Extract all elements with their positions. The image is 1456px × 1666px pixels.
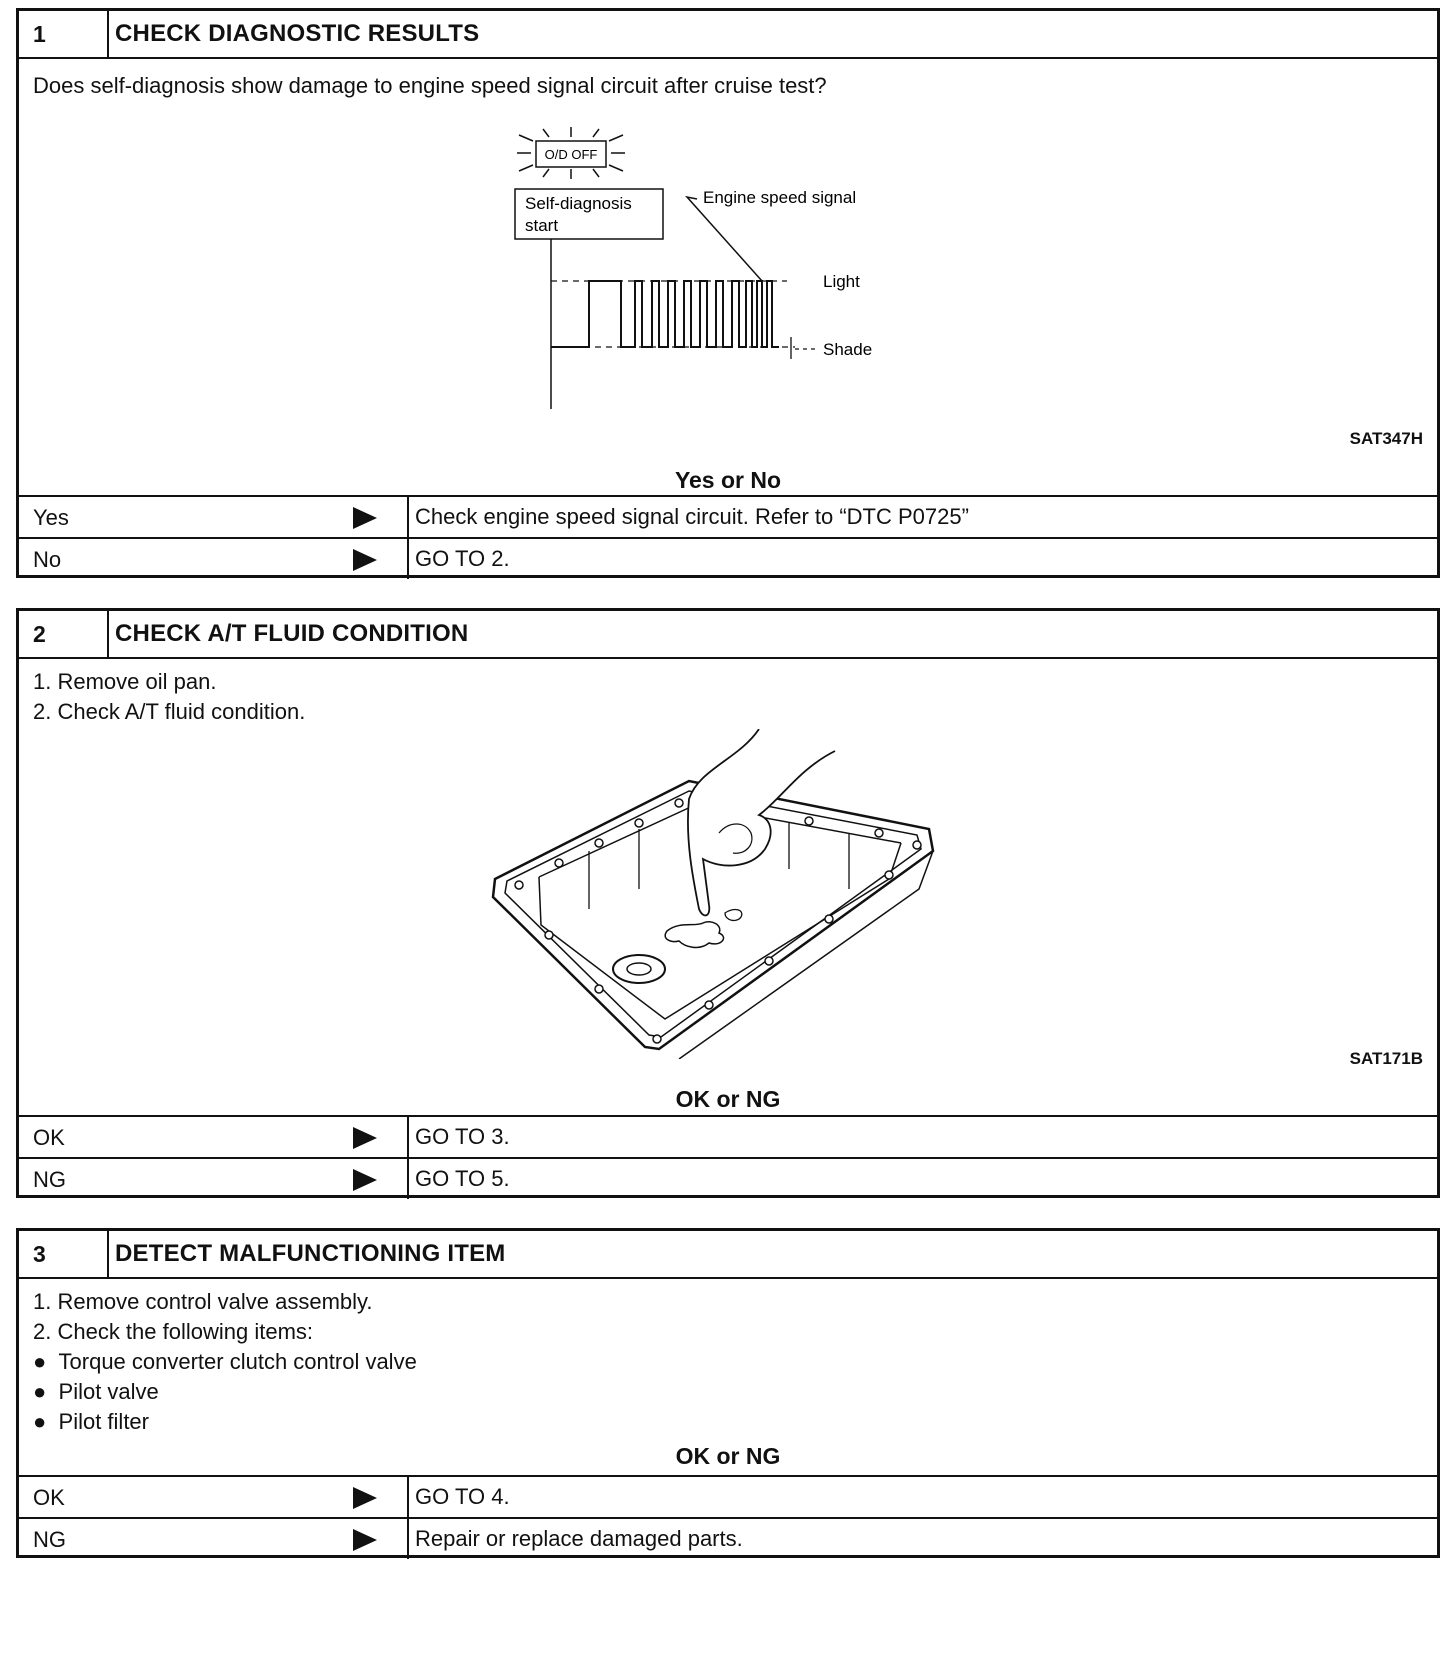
arrow-right-icon [353, 1127, 377, 1149]
result-row-ok [19, 1115, 1437, 1157]
step-1-header [19, 11, 1437, 59]
step-2-block [16, 608, 1440, 1198]
result-row-ng [19, 1157, 1437, 1199]
arrow-right-icon [353, 507, 377, 529]
step-title: CHECK DIAGNOSTIC RESULTS [115, 20, 480, 47]
step-verdict: OK or NG [675, 1086, 781, 1112]
bullet-icon: ● [33, 1379, 59, 1404]
step-number: 3 [19, 1231, 109, 1277]
instruction-item: 2. Check A/T fluid condition. [33, 699, 306, 724]
result-row-ng [19, 1517, 1437, 1559]
bullet-icon: ● [33, 1349, 59, 1374]
self-diagnosis-label: Self-diagnosis [525, 194, 632, 213]
step-verdict: OK or NG [675, 1443, 781, 1469]
step-number: 1 [19, 11, 109, 57]
result-row-no [19, 537, 1437, 579]
signal-waveform [551, 281, 779, 347]
arrow-right-icon [353, 1169, 377, 1191]
step-instructions [33, 1287, 417, 1437]
result-label: OK [33, 1485, 65, 1510]
result-label: NG [33, 1167, 66, 1192]
result-label: No [33, 547, 62, 572]
result-label: NG [33, 1527, 66, 1552]
light-label: Light [823, 272, 860, 291]
step-verdict: Yes or No [674, 467, 782, 493]
start-label: start [525, 216, 559, 235]
bullet-item: ● Pilot filter [33, 1409, 149, 1434]
step-instructions [33, 667, 305, 727]
engine-speed-signal-label: Engine speed signal [703, 188, 857, 207]
step-1-block [16, 8, 1440, 578]
step-2-body [19, 659, 1437, 1115]
instruction-item: 2. Check the following items: [33, 1319, 314, 1344]
instruction-item: 1. Remove oil pan. [33, 669, 217, 694]
step-2-header [19, 611, 1437, 659]
od-off-lamp-label: O/D OFF [544, 147, 598, 162]
result-action: Repair or replace damaged parts. [415, 1526, 743, 1551]
result-action: Check engine speed signal circuit. Refer to “DTC P0725” [415, 504, 969, 529]
arrow-right-icon [353, 549, 377, 571]
step-3-body [19, 1279, 1437, 1475]
bullet-item: ● Pilot valve [33, 1379, 159, 1404]
result-action: GO TO 4. [415, 1484, 510, 1509]
step-question: Does self-diagnosis show damage to engine speed signal circuit after cruise test? [33, 73, 827, 98]
figure-code: SAT347H [1349, 429, 1423, 448]
arrow-right-icon [353, 1487, 377, 1509]
bullet-icon: ● [33, 1409, 59, 1434]
result-row-yes [19, 495, 1437, 537]
step-title: DETECT MALFUNCTIONING ITEM [115, 1240, 506, 1267]
result-action: GO TO 2. [415, 546, 510, 571]
signal-pointer [687, 197, 762, 281]
result-row-ok [19, 1475, 1437, 1517]
engine-speed-signal-diagram [499, 119, 919, 429]
result-action: GO TO 3. [415, 1124, 510, 1149]
step-number: 2 [19, 611, 109, 657]
result-action: GO TO 5. [415, 1166, 510, 1191]
result-label: OK [33, 1125, 65, 1150]
result-label: Yes [33, 505, 69, 530]
step-3-header [19, 1231, 1437, 1279]
bullet-item: ● Torque converter clutch control valve [33, 1349, 417, 1374]
figure-code: SAT171B [1349, 1049, 1423, 1068]
shade-label: Shade [823, 340, 873, 359]
oil-pan-illustration [489, 729, 999, 1059]
instruction-item: 1. Remove control valve assembly. [33, 1289, 373, 1314]
arrow-right-icon [353, 1529, 377, 1551]
step-1-body [19, 59, 1437, 495]
step-3-block [16, 1228, 1440, 1558]
step-title: CHECK A/T FLUID CONDITION [115, 620, 469, 647]
